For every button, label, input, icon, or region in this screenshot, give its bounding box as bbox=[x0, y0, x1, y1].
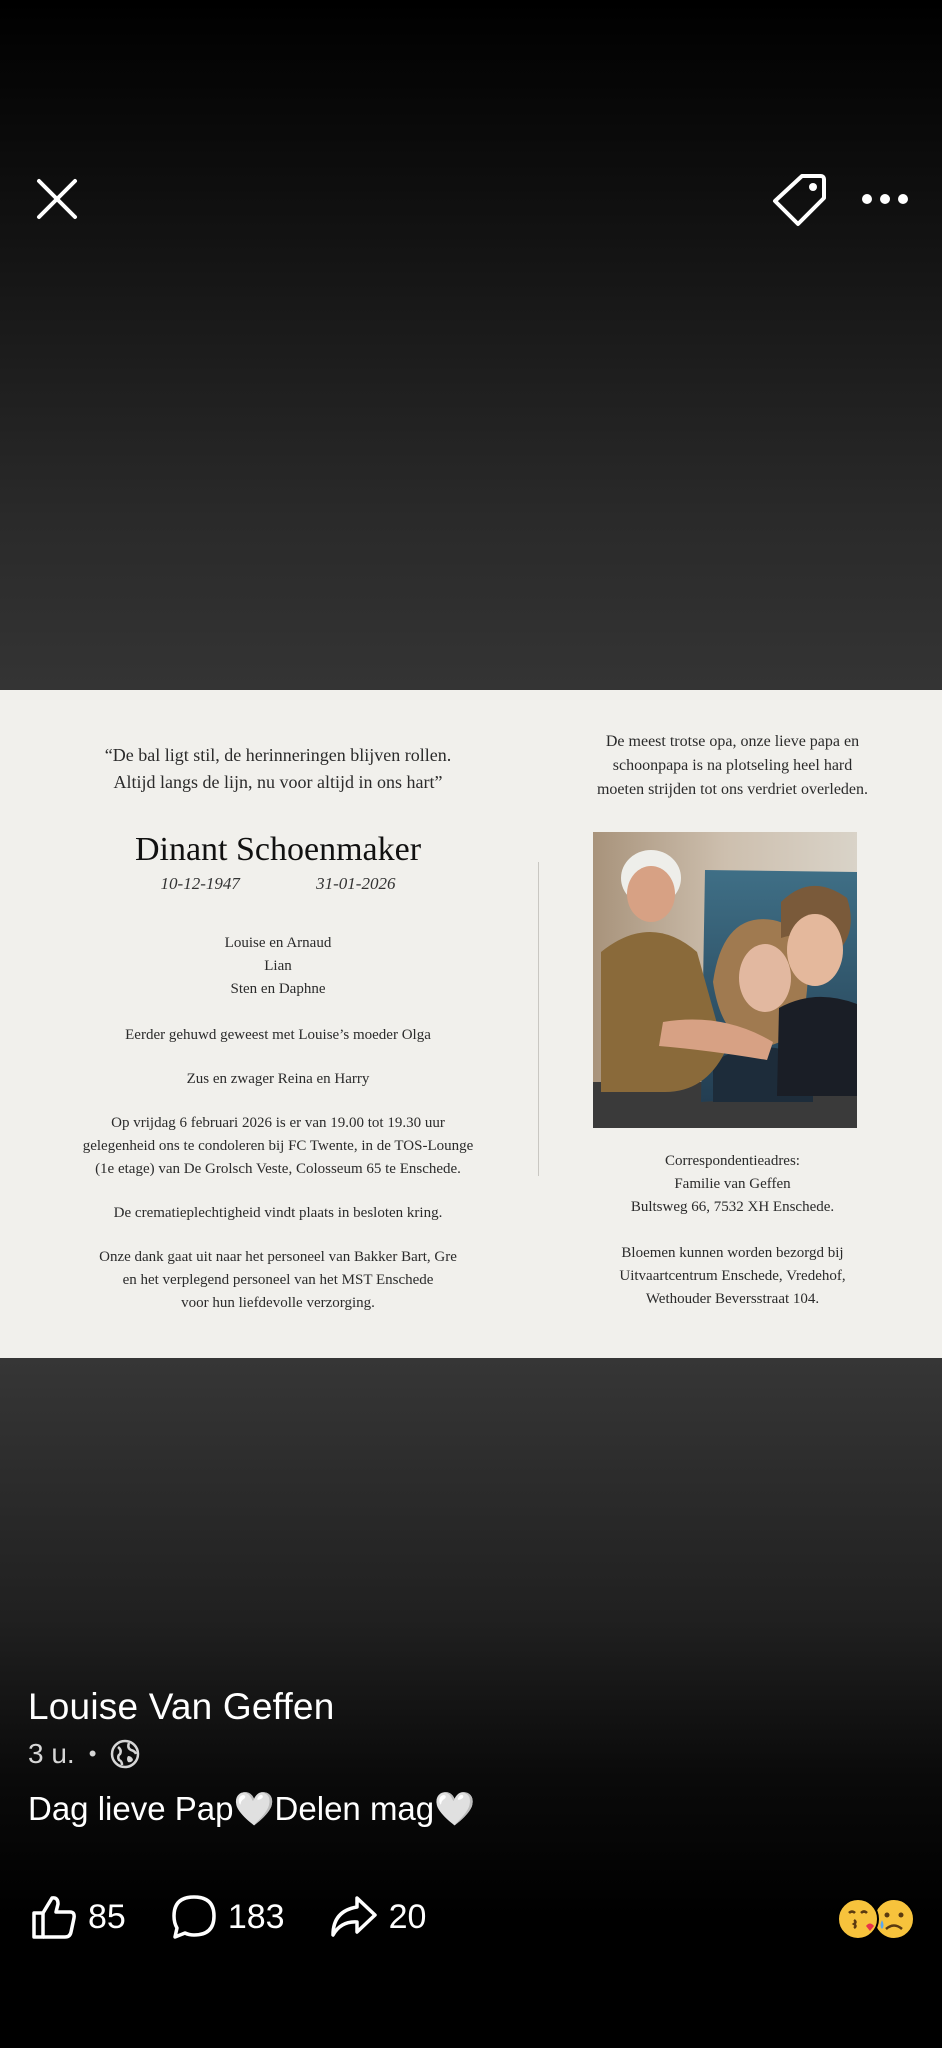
thanks-line: en het verplegend personeel van het MST Enschede bbox=[122, 1272, 434, 1288]
death-date: 31-01-2026 bbox=[316, 874, 396, 893]
address-line: Bultsweg 66, 7532 XH Enschede. bbox=[630, 1199, 835, 1215]
visit-line: (1e etage) van De Grolsch Veste, Colosseum 65 te Enschede. bbox=[95, 1161, 461, 1177]
post-caption: Dag lieve Pap🤍Delen mag🤍 bbox=[28, 1790, 476, 1827]
visit-info bbox=[48, 1112, 508, 1181]
flowers-info bbox=[560, 1242, 905, 1311]
sad-emoji bbox=[874, 1899, 914, 1939]
thanks-text bbox=[48, 1246, 508, 1315]
more-icon bbox=[861, 192, 909, 206]
globe-icon bbox=[110, 1739, 140, 1769]
visit-line: Op vrijdag 6 februari 2026 is er van 19.00 tot 19.30 uur bbox=[111, 1115, 445, 1131]
kiss-emoji bbox=[838, 1899, 878, 1939]
like-count: 85 bbox=[88, 1897, 126, 1936]
post-actions bbox=[30, 1888, 470, 1946]
intro-text bbox=[560, 730, 905, 802]
address-line: Correspondentieadres: bbox=[665, 1153, 800, 1169]
siblings-text: Zus en zwager Reina en Harry bbox=[186, 1071, 370, 1087]
obituary-card[interactable] bbox=[0, 690, 942, 1358]
quote-line: Altijd langs de lijn, nu voor altijd in ons hart” bbox=[113, 772, 443, 792]
family-line: Lian bbox=[264, 958, 292, 974]
deceased-name: Dinant Schoenmaker bbox=[134, 831, 422, 868]
family-line: Louise en Arnaud bbox=[224, 935, 332, 951]
flowers-line: Wethouder Beversstraat 104. bbox=[645, 1291, 820, 1307]
family-line: Sten en Daphne bbox=[230, 981, 326, 997]
author-name[interactable]: Louise Van Geffen bbox=[28, 1686, 335, 1727]
thanks-line: Onze dank gaat uit naar het personeel van Bakker Bart, Gre bbox=[99, 1249, 457, 1265]
like-button[interactable] bbox=[30, 1893, 126, 1941]
meta-separator: • bbox=[88, 1741, 97, 1766]
comment-count: 183 bbox=[227, 1897, 285, 1936]
column-divider bbox=[538, 862, 539, 1176]
share-icon bbox=[329, 1893, 379, 1941]
tag-icon bbox=[772, 171, 828, 227]
intro-line: schoonpapa is na plotseling heel hard bbox=[612, 757, 853, 774]
flowers-line: Bloemen kunnen worden bezorgd bij bbox=[621, 1245, 844, 1261]
family-list bbox=[48, 932, 508, 1001]
post-time[interactable]: 3 u. bbox=[28, 1738, 75, 1769]
family-photo bbox=[593, 832, 857, 1128]
share-button[interactable] bbox=[329, 1893, 427, 1941]
tag-button[interactable] bbox=[760, 164, 840, 234]
visit-line: gelegenheid ons te condoleren bij FC Twente, in de TOS-Lounge bbox=[82, 1138, 474, 1154]
comment-button[interactable] bbox=[170, 1893, 285, 1941]
birth-date: 10-12-1947 bbox=[160, 874, 240, 893]
thumbs-up-icon bbox=[30, 1893, 78, 1941]
married-text: Eerder gehuwd geweest met Louise’s moeder Olga bbox=[125, 1027, 431, 1043]
quote bbox=[48, 742, 508, 796]
post-meta bbox=[28, 1736, 140, 1772]
cremation-text: De crematieplechtigheid vindt plaats in besloten kring. bbox=[113, 1205, 443, 1221]
intro-line: De meest trotse opa, onze lieve papa en bbox=[605, 733, 860, 750]
intro-line: moeten strijden tot ons verdriet overleden. bbox=[596, 781, 869, 798]
address-line: Familie van Geffen bbox=[674, 1176, 791, 1192]
comment-icon bbox=[170, 1893, 218, 1941]
share-count: 20 bbox=[388, 1897, 427, 1936]
life-dates bbox=[48, 874, 508, 894]
thanks-line: voor hun liefdevolle verzorging. bbox=[181, 1295, 375, 1311]
correspondence-address bbox=[560, 1150, 905, 1219]
quote-line: “De bal ligt stil, de herinneringen blijven rollen. bbox=[104, 745, 452, 765]
close-button[interactable] bbox=[22, 164, 92, 234]
top-bar bbox=[0, 0, 942, 260]
close-icon bbox=[35, 177, 79, 221]
reaction-summary[interactable] bbox=[836, 1896, 916, 1942]
flowers-line: Uitvaartcentrum Enschede, Vredehof, bbox=[619, 1268, 846, 1284]
more-options-button[interactable] bbox=[848, 164, 922, 234]
